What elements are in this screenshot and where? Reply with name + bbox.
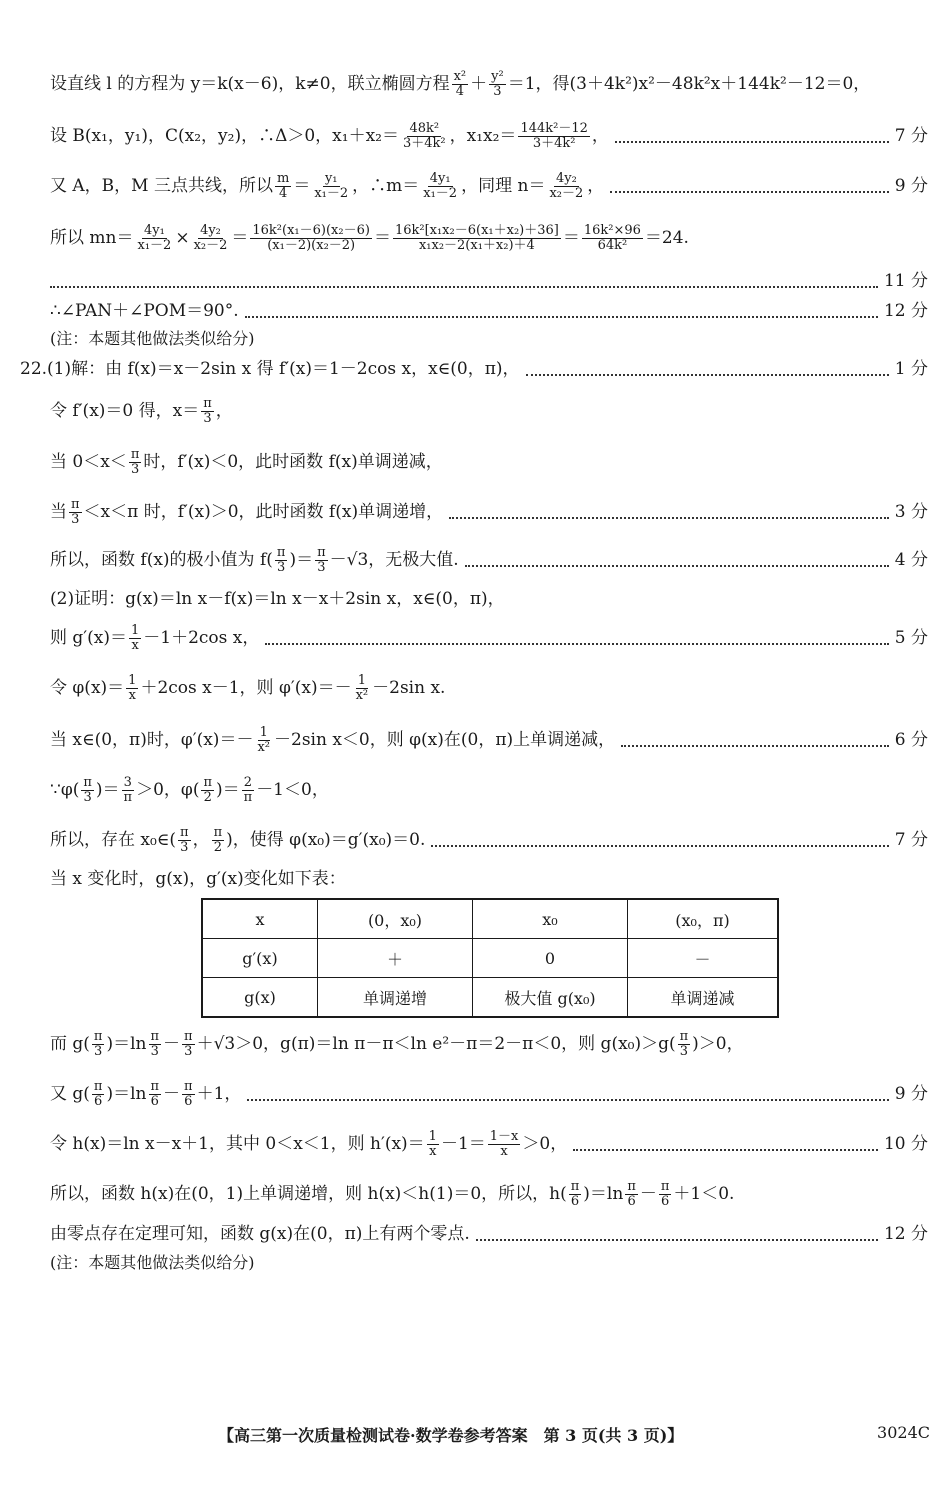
note: (注：本题其他做法类似给分) [50,329,255,348]
q22-line: 当 0＜x＜ $\frac{\pi}{3}$ 时，f′(x)＜0，此时函数 f(x)单调递减， [50,447,443,478]
table-cell: (0，x₀) [318,899,473,939]
q22-start: 22.(1)解：由 f(x)＝x－2sin x 得 f′(x)＝1－2cos x，x∈(0，π)， 1 分 [20,359,928,379]
footer-code: 3024C [877,1423,930,1442]
q22-line: 令 f′(x)＝0 得，x＝ $\frac{\pi}{3}$ ， [50,396,233,427]
line-collinear: 又 A，B，M 三点共线，所以 $\frac{m}{4}$ ＝ $\frac{\text{y₁}}{\text{x₁－2}}$ ，∴m＝ $\frac{\text{4y₁}}{\text{x₁－2}}$ ，同理 n＝ $\frac{\text{4y₂}}{\text{x₂－2}}$ ， 9 分 [50,171,928,202]
variation-table [201,898,779,1018]
score-label: 10 分 [883,1134,928,1155]
leader-dots [615,141,889,143]
fraction: $\frac{\text{x²}}{4}$ [453,69,467,100]
q22-line: 所以，函数 f(x)的极小值为 f( $\frac{\pi}{3}$ )＝ $\frac{\pi}{3}$ －√3，无极大值. 4 分 [50,545,928,576]
table-cell: 极大值 g(x₀) [473,978,628,1018]
fraction: $\frac{\text{y²}}{3}$ [491,69,504,100]
footer-title: 【高三第一次质量检测试卷·数学卷参考答案 第 3 页(共 3 页)】 [218,1426,684,1445]
q22-line: 又 g( $\frac{\pi}{6}$ )＝ln $\frac{\pi}{6}$ － $\frac{\pi}{6}$ ＋1， 9 分 [50,1079,928,1110]
table-cell: (x₀，π) [628,899,779,939]
line-ellipse-system: 设直线 l 的方程为 y＝k(x－6)，k≠0，联立椭圆方程 $\frac{\text{x²}}{4}$ ＋ $\frac{\text{y²}}{3}$ ＝1，得(3＋4k²)x²－48k²x＋144k²－12＝0， [50,69,871,100]
table-cell: x [202,899,318,939]
q22-line: (2)证明：g(x)＝ln x－f(x)＝ln x－x＋2sin x，x∈(0，π)， [50,589,505,609]
line-vieta: 设 B(x₁，y₁)，C(x₂，y₂)，∴Δ＞0，x₁＋x₂＝ $\frac{\text{48k²}}{\text{3＋4k²}}$ ，x₁x₂＝ $\frac{\text{144k²－12}}{\text{3＋4k²}}$ ， 7 分 [50,121,928,152]
table-cell: ＋ [318,939,473,978]
table-cell: － [628,939,779,978]
q22-line: 令 φ(x)＝ $\frac{1}{x}$ ＋2cos x－1，则 φ′(x)＝－ $\frac{1}{\text{x²}}$ －2sin x. [50,673,446,704]
note: (注：本题其他做法类似给分) [50,1253,255,1272]
line-mn-product: 所以 mn＝ $\frac{\text{4y₁}}{\text{x₁－2}}$ × $\frac{\text{4y₂}}{\text{x₂－2}}$ ＝ $\frac{\text{16k²(x₁－6)(x₂－6)}}{\text{(x₁－2)(x₂－2)}}$ ＝ $\frac{\text{16k²[x₁x₂－6(x₁＋x₂)＋36]}}{\text{x₁x₂－2(x₁＋x₂)＋4}}$ ＝ $\frac{\text{16k²×96}}{\text{64k²}}$ ＝24. [50,223,689,254]
score-label: 3 分 [894,502,928,523]
table-cell: x₀ [473,899,628,939]
score-label: 5 分 [894,628,928,649]
score-label: 11 分 [883,271,928,291]
score-label: 4 分 [894,550,928,571]
score-label: 9 分 [894,1084,928,1105]
q22-line: 由零点存在定理可知，函数 g(x)在(0，π)上有两个零点. 12 分 [50,1224,928,1244]
table-row [202,939,778,978]
line-conclusion: ∴∠PAN＋∠POM＝90°. 12 分 [50,301,928,321]
q22-line: 当 $\frac{\pi}{3}$ ＜x＜π 时，f′(x)＞0，此时函数 f(x)单调递增， 3 分 [50,497,928,528]
table-cell: 0 [473,939,628,978]
score-label: 6 分 [894,730,928,751]
table-cell: g(x) [202,978,318,1018]
table-cell: 单调递减 [628,978,779,1018]
score-label: 7 分 [894,830,928,851]
table-row [202,899,778,939]
q22-line: 则 g′(x)＝ $\frac{1}{x}$ －1＋2cos x， 5 分 [50,623,928,654]
score-label: 12 分 [883,1224,928,1244]
text: 设直线 l 的方程为 y＝k(x－6)，k≠0，联立椭圆方程 [50,74,450,95]
line-score-11 [50,272,928,292]
table-cell: 单调递增 [318,978,473,1018]
q22-line: 而 g( $\frac{\pi}{3}$ )＝ln $\frac{\pi}{3}$ － $\frac{\pi}{3}$ ＋√3＞0，g(π)＝ln π－π＜ln e²－π＝2－π＜0，则 g(x₀)＞g( $\frac{\pi}{3}$ )＞0， [50,1029,744,1060]
q22-line: 所以，存在 x₀∈( $\frac{\pi}{3}$ ， $\frac{\pi}{2}$ )，使得 φ(x₀)＝g′(x₀)＝0. 7 分 [50,825,928,856]
q22-line: 所以，函数 h(x)在(0，1)上单调递增，则 h(x)＜h(1)＝0，所以，h( $\frac{\pi}{6}$ )＝ln $\frac{\pi}{6}$ － $\frac{\pi}{6}$ ＋1＜0. [50,1179,735,1210]
score-label: 9 分 [894,176,928,197]
q22-line: 令 h(x)＝ln x－x＋1，其中 0＜x＜1，则 h′(x)＝ $\frac{1}{x}$ －1＝ $\frac{1-x}{x}$ ＞0， 10 分 [50,1129,928,1160]
q22-line: ∵φ( $\frac{\pi}{3}$ )＝ $\frac{3}{\pi}$ ＞0，φ( $\frac{\pi}{2}$ )＝ $\frac{2}{\pi}$ －1＜0， [50,775,329,806]
table-cell: g′(x) [202,939,318,978]
score-label: 12 分 [883,301,928,321]
table-row [202,978,778,1018]
q22-line: 当 x 变化时，g(x)，g′(x)变化如下表： [50,869,346,889]
score-label: 7 分 [894,126,928,147]
q22-line: 当 x∈(0，π)时，φ′(x)＝－ $\frac{1}{\text{x²}}$ －2sin x＜0，则 φ(x)在(0，π)上单调递减， 6 分 [50,725,928,756]
score-label: 1 分 [894,359,928,379]
